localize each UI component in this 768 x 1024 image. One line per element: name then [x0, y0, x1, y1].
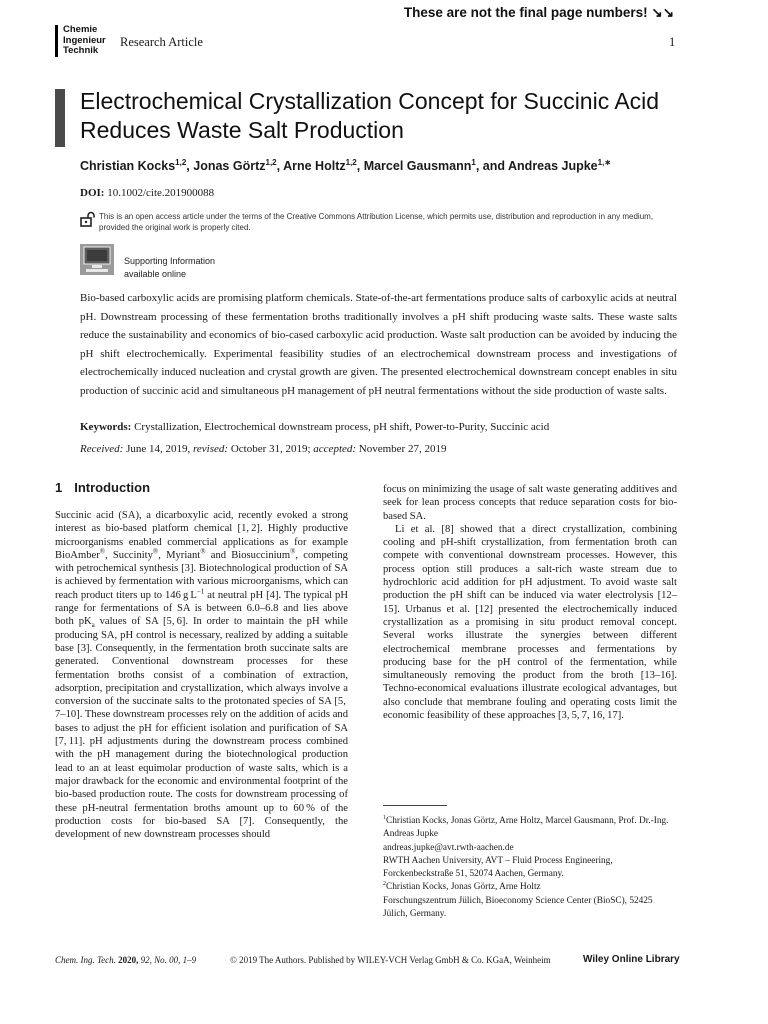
footnote-text: Christian Kocks, Jonas Görtz, Arne Holtz [386, 882, 541, 893]
footer-volume: 92, No. 00, 1–9 [140, 955, 197, 965]
revised-date: October 31, 2019; [230, 443, 311, 455]
author-affiliation: 1,2 [265, 158, 277, 167]
supporting-info-line: Supporting Information [124, 256, 216, 266]
text-run: , Myriant [158, 549, 201, 561]
author-name: Jonas Görtz [193, 159, 266, 174]
registered-mark: ® [99, 547, 106, 556]
footer-copyright: © 2019 The Authors. Published by WILEY-VCH Verlag GmbH & Co. KGaA, Weinheim [230, 955, 551, 965]
intro-paragraph-left [55, 509, 348, 841]
footnote-text: Christian Kocks, Jonas Görtz, Arne Holtz, Marcel Gausmann, Prof. Dr.-Ing. Andreas Jupke [383, 816, 669, 840]
footnote-line [383, 815, 677, 842]
text-run: and Biosuccinium [205, 549, 291, 561]
received-label: Received: [80, 443, 124, 455]
intro-paragraph: Li et al. [8] showed that a direct crystallization, combining cooling and pH-shift crystallization, from fermentation broth can compete with conventional downstream processes. However, this process option still produces a salt-rich waste stream due to hydrochloric acid addition for pH adjustment. To avoid waste salt production the pH shift can be induced via water electrolysis [12–15]. Urbanus et al. [12] presented the electrochemically induced crystallization as a promising in situ product removal concept. Several works illustrate the synergies between different electrochemical membrane processes and fermentations by producing base for the pH control of the fermentation, while simultaneously removing the product from the broth [13–16]. Techno-economical evaluations illustrate ecological advantages, but also conclude that membrane fouling and operating costs limit the economic feasibility of these approaches [3, 5, 7, 16, 17]. [383, 523, 677, 722]
accepted-label: accepted: [313, 443, 357, 455]
text-run: at neutral pH [4]. The typical pH range for fermentations of SA is between 6.0–6.8 and lies above both pK [55, 589, 348, 628]
page-number: 1 [669, 35, 676, 49]
title-accent-bar [55, 89, 65, 147]
abstract: Bio-based carboxylic acids are promising platform chemicals. State-of-the-art fermentations produce salts of carboxylic acids at neutral pH. Downstream processing of these fermentation broths traditionally involves a pH shift producing waste salts. These waste salts reduce the sustainability and economics of bio-cased carboxylic acid production. Waste salt production can be avoided by inducing the pH shift electrochemically. Experimental feasibility studies of an electrochemical downstream process and investigations of electrochemically induced nucleation and crystal growth are given. The presented electrochemical downstream concept enables in situ production of succinic acid and simultaneous pH management of pH neutral fermentations without the side production of waste salts. [80, 292, 677, 397]
text-run: values of SA [5, 6]. In order to maintain the pH while producing SA, pH control is necessary, realized by adding a suitable base [3]. Consequently, in the fermentation broth succinate salts are generated. Conventional downstream processes for these fermentation broths consist of a combination of extraction, adsorption, precipitation and crystallization, which always involve a conversion of the succinate salts to the protonated species of SA [5, 7–10]. These downstream processes rely on the addition of acids and bases to adjust the pH for efficient isolation and purification of SA [7, 11]. pH adjustments during the downstream process combined with the pH management during the biotechnological production lead to an at least equimolar production of waste salts, which is a major drawback for the economic and environmental footprint of the bio-based production route. The costs for downstream processing of these pH-neutral fermentation broths amount up to 60 % of the production costs for bio-based SA [7]. Consequently, the development of new downstream processes should [55, 616, 348, 841]
doi-link[interactable]: 10.1002/cite.201900088 [107, 187, 215, 199]
keywords [80, 420, 677, 434]
journal-logo [63, 25, 106, 57]
author-affiliation: 1,2 [175, 158, 187, 167]
doi-line [80, 187, 214, 199]
footnote-mark: 1 [383, 814, 386, 821]
registered-mark: ® [200, 547, 206, 556]
section-number: 1 [55, 480, 63, 495]
journal-logo-line: Chemie [63, 24, 98, 35]
journal-logo-line: Ingenieur [63, 34, 106, 46]
open-access-notice: This is an open access article under the terms of the Creative Commons Attribution License, which permits use, distribution and reproduction in any medium, provided the original work is properly cited. [99, 212, 654, 232]
author-email[interactable]: andreas.jupke@avt.rwth-aachen.de [383, 842, 514, 853]
affiliation-footnote [383, 815, 677, 921]
article-title: Electrochemical Crystallization Concept for Succinic Acid Reduces Waste Salt Production [80, 88, 660, 143]
author-name: Andreas Jupke [508, 159, 598, 174]
corresponding-author-mark: ∗ [604, 158, 612, 167]
footer-year: 2020, [118, 955, 139, 965]
intro-column-right [383, 483, 677, 722]
registered-mark: ® [152, 547, 159, 556]
accepted-date: November 27, 2019 [358, 443, 447, 455]
author-name: Arne Holtz [283, 159, 346, 174]
subscript: a [91, 621, 95, 630]
wiley-online-library-logo[interactable]: Wiley Online Library [583, 954, 680, 965]
footnote-line: RWTH Aachen University, AVT – Fluid Process Engineering, Forckenbeckstraße 51, 52074 Aachen, Germany. [383, 855, 613, 880]
section-title: Introduction [74, 480, 151, 495]
journal-logo-bar [55, 25, 58, 57]
author-separator: , and [475, 159, 509, 174]
footnote-mark: 2 [383, 881, 386, 888]
author-name: Christian Kocks [80, 159, 176, 174]
received-date: June 14, 2019, [126, 443, 191, 455]
keywords-label: Keywords: [80, 421, 132, 433]
author-name: Marcel Gausmann [363, 159, 472, 174]
keywords-list: Crystallization, Electrochemical downstream process, pH shift, Power-to-Purity, Succinic acid [134, 421, 550, 433]
section-heading [55, 480, 150, 495]
footnote-line [383, 881, 677, 894]
www-monitor-icon[interactable] [80, 244, 114, 275]
author-affiliation: 1,2 [345, 158, 357, 167]
superscript: −1 [196, 587, 205, 596]
not-final-page-banner: These are not the final page numbers! ↘↘ [403, 5, 674, 20]
journal-logo-line: Technik [63, 45, 99, 56]
text-run: , competing with petrochemical synthesis [3]. Biotechnological production of SA is achieved by fermentation with various microorganisms, which can reach product titers up to 146 g L [55, 549, 348, 601]
author-affiliation: 1, [597, 158, 605, 167]
text-run: , Succinity [105, 549, 153, 561]
footer-journal: Chem. Ing. Tech. [55, 955, 116, 965]
author-separator: , [186, 159, 194, 174]
intro-paragraph: focus on minimizing the usage of salt waste generating additives and seek for lean process concepts that reduce separation costs for bio-based SA. [383, 484, 677, 522]
author-list [80, 158, 611, 173]
registered-mark: ® [290, 547, 296, 556]
doi-label: DOI: [80, 187, 105, 199]
supporting-info-line: available online [124, 268, 187, 279]
supporting-information[interactable] [124, 255, 324, 280]
author-separator: , [276, 159, 284, 174]
text-run: Succinic acid (SA), a dicarboxylic acid, recently evoked a strong interest as bio-based platform chemical [1, 2]. Highly productive microorganisms enabled commercial applications as for example BioAmber [55, 510, 348, 561]
open-lock-icon [80, 211, 96, 227]
footer-citation [55, 955, 196, 965]
author-separator: , [356, 159, 364, 174]
footnote-line: Forschungszentrum Jülich, Bioeconomy Science Center (BioSC), 52425 Jülich, Germany. [383, 895, 653, 920]
revised-label: revised: [193, 443, 229, 455]
article-type: Research Article [120, 35, 203, 49]
author-affiliation: 1 [471, 158, 476, 167]
article-dates [80, 442, 677, 456]
footnote-rule [383, 805, 447, 806]
